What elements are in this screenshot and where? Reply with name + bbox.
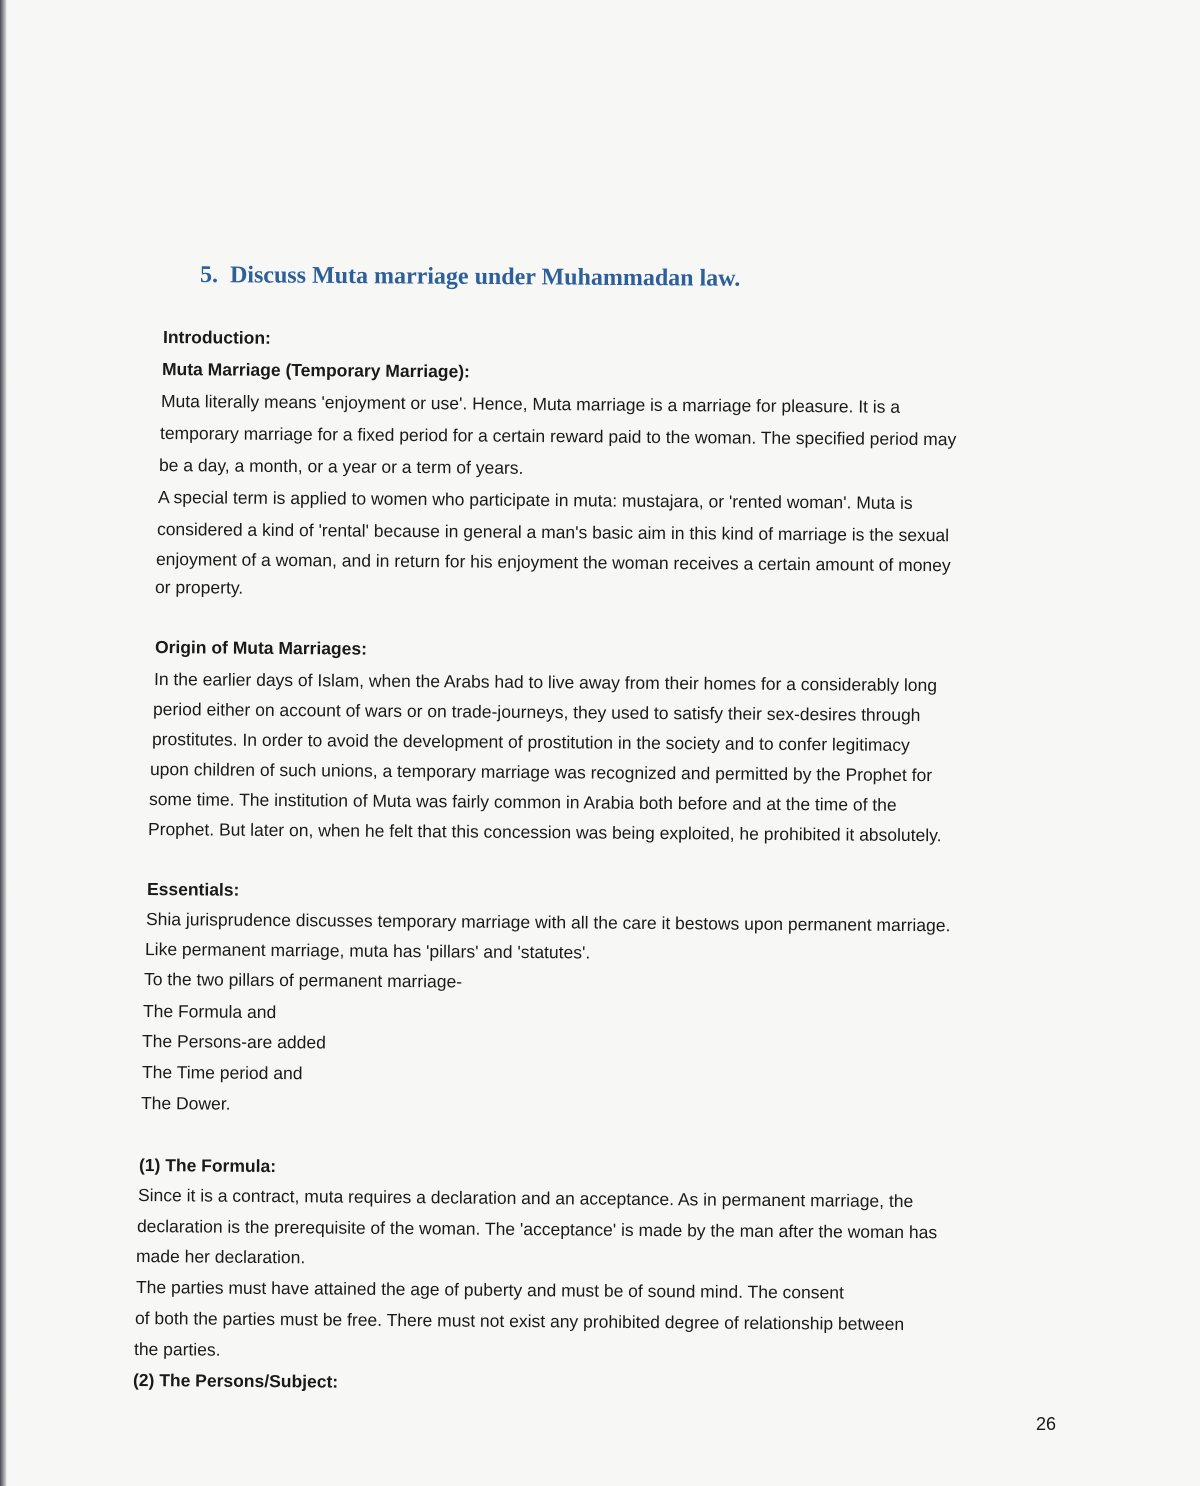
subheading-muta-marriage: Muta Marriage (Temporary Marriage): — [161, 359, 471, 382]
question-title: Discuss Muta marriage under Muhammadan law. — [229, 262, 741, 292]
paragraph-line: be a day, a month, or a year or a term of years. — [158, 455, 524, 478]
paragraph-line: Muta literally means 'enjoyment or use'. Hence, Muta marriage is a marriage for pleasure. It is a — [160, 391, 901, 417]
page-number: 26 — [1036, 1414, 1057, 1434]
paragraph-line: considered a kind of 'rental' because in general a man's basic aim in this kind of marriage is the sexual — [156, 519, 950, 546]
paragraph-line: Prophet. But later on, when he felt that this concession was being exploited, he prohibited it absolutely. — [147, 819, 942, 846]
subheading-persons: (2) The Persons/Subject: — [132, 1370, 339, 1392]
paragraph-line: To the two pillars of permanent marriage- — [143, 969, 463, 992]
paragraph-line: A special term is applied to women who participate in muta: mustajara, or 'rented woman'. Muta is — [157, 487, 913, 513]
paragraph-line: Shia jurisprudence discusses temporary marriage with all the care it bestows upon permanent marriage. — [145, 909, 951, 936]
paragraph-line: In the earlier days of Islam, when the Arabs had to live away from their homes for a considerably long — [153, 669, 938, 696]
paragraph-line: prostitutes. In order to avoid the development of prostitution in the society and to confer legitimacy — [151, 729, 910, 755]
subheading-essentials: Essentials: — [146, 879, 240, 900]
paragraph-line: The parties must have attained the age of puberty and must be of sound mind. The consent — [135, 1277, 844, 1303]
paragraph-line: Since it is a contract, muta requires a declaration and an acceptance. As in permanent marriage, the — [137, 1185, 914, 1212]
list-line: The Persons-are added — [141, 1031, 326, 1053]
question-heading — [200, 262, 740, 293]
list-line: The Formula and — [142, 1001, 277, 1023]
paragraph-line: period either on account of wars or on trade-journeys, they used to satisfy their sex-desires through — [152, 699, 921, 726]
subheading-formula: (1) The Formula: — [138, 1155, 277, 1177]
paragraph-line: enjoyment of a woman, and in return for his enjoyment the woman receives a certain amount of money — [155, 549, 951, 576]
paragraph-line: the parties. — [133, 1339, 221, 1360]
question-number: 5. — [199, 262, 219, 289]
paragraph-line: temporary marriage for a fixed period for a certain reward paid to the woman. The specified period may — [159, 423, 957, 450]
paragraph-line: Like permanent marriage, muta has 'pillars' and 'statutes'. — [144, 939, 591, 963]
list-line: The Dower. — [140, 1093, 231, 1114]
paragraph-line: some time. The institution of Muta was fairly common in Arabia both before and at the time of the — [148, 789, 897, 815]
subheading-origin: Origin of Muta Marriages: — [154, 637, 368, 659]
paragraph-line: declaration is the prerequisite of the woman. The 'acceptance' is made by the man after the woman has — [136, 1216, 938, 1243]
paragraph-line: upon children of such unions, a temporary marriage was recognized and permitted by the Prophet for — [149, 759, 933, 786]
paragraph-line: or property. — [154, 577, 244, 598]
paragraph-line: of both the parties must be free. There must not exist any prohibited degree of relationship between — [134, 1308, 905, 1335]
paragraph-line: made her declaration. — [135, 1246, 306, 1268]
section-label-introduction: Introduction: — [162, 327, 271, 348]
list-line: The Time period and — [141, 1062, 303, 1084]
